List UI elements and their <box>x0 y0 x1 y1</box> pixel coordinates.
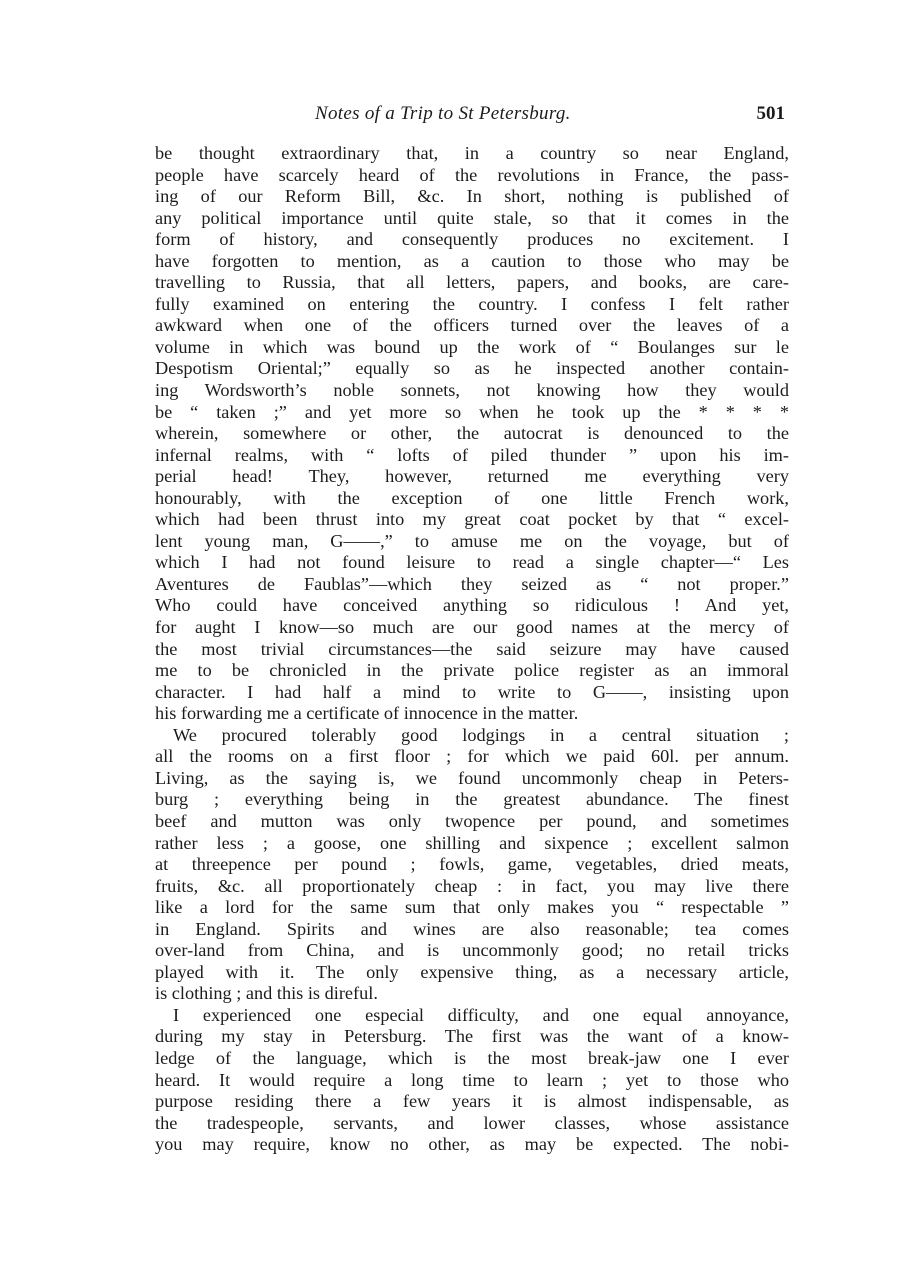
text-line: ledge of the language, which is the most break-jaw one I ever <box>155 1047 789 1068</box>
text-line: during my stay in Petersburg. The first was the want of a know- <box>155 1026 789 1047</box>
text-line: form of history, and consequently produces no excitement. I <box>155 229 789 250</box>
text-line: for aught I know—so much are our good names at the mercy of <box>155 617 789 638</box>
text-line: fully examined on entering the country. I confess I felt rather <box>155 293 789 314</box>
text-line: fruits, &c. all proportionately cheap : in fact, you may live there <box>155 875 789 896</box>
text-line: infernal realms, with “ lofts of piled thunder ” upon his im- <box>155 444 789 465</box>
text-line: Aventures de Faublas”—which they seized as “ not proper.” <box>155 573 789 594</box>
text-line: like a lord for the same sum that only makes you “ respectable ” <box>155 897 789 918</box>
text-line: burg ; everything being in the greatest abundance. The finest <box>155 789 789 810</box>
text-line: purpose residing there a few years it is almost indispensable, as <box>155 1091 789 1112</box>
text-line: character. I had half a mind to write to G——, insisting upon <box>155 681 789 702</box>
text-line: rather less ; a goose, one shilling and sixpence ; excellent salmon <box>155 832 789 853</box>
text-line: at threepence per pound ; fowls, game, vegetables, dried meats, <box>155 854 789 875</box>
text-line: be thought extraordinary that, in a country so near England, <box>155 143 789 163</box>
text-line: Despotism Oriental;” equally so as he inspected another contain- <box>155 358 789 379</box>
text-line: which I had not found leisure to read a single chapter—“ Les <box>155 552 789 573</box>
page-number: 501 <box>756 103 785 124</box>
running-head: Notes of a Trip to St Petersburg. <box>315 103 571 124</box>
text-line: perial head! They, however, returned me everything very <box>155 466 789 487</box>
text-line: which had been thrust into my great coat pocket by that “ excel- <box>155 509 789 530</box>
text-line: be “ taken ;” and yet more so when he took up the * * * * <box>155 401 789 422</box>
text-line: in England. Spirits and wines are also reasonable; tea comes <box>155 918 789 939</box>
text-line: travelling to Russia, that all letters, papers, and books, are care- <box>155 272 789 293</box>
text-line: ing Wordsworth’s noble sonnets, not knowing how they would <box>155 380 789 401</box>
text-line: Who could have conceived anything so ridiculous ! And yet, <box>155 595 789 616</box>
text-line: all the rooms on a first floor ; for which we paid 60l. per annum. <box>155 746 789 767</box>
text-line: wherein, somewhere or other, the autocrat is denounced to the <box>155 423 789 444</box>
text-line: me to be chronicled in the private police register as an immoral <box>155 660 789 681</box>
text-line: his forwarding me a certificate of innocence in the matter. <box>155 703 579 724</box>
text-line: people have scarcely heard of the revolutions in France, the pass- <box>155 164 789 185</box>
text-line: any political importance until quite stale, so that it comes in the <box>155 207 789 228</box>
text-line: volume in which was bound up the work of “ Boulanges sur le <box>155 336 789 357</box>
text-line: the tradespeople, servants, and lower classes, whose assistance <box>155 1112 789 1133</box>
text-line: I experienced one especial difficulty, and one equal annoyance, <box>173 1004 789 1025</box>
text-line: Living, as the saying is, we found uncommonly cheap in Peters- <box>155 767 789 788</box>
text-line: beef and mutton was only twopence per pound, and sometimes <box>155 810 789 831</box>
text-line: ing of our Reform Bill, &c. In short, nothing is published of <box>155 186 789 207</box>
text-line: honourably, with the exception of one little French work, <box>155 487 789 508</box>
text-line: We procured tolerably good lodgings in a central situation ; <box>173 724 789 745</box>
page-header <box>155 103 795 133</box>
body-text <box>155 143 789 1156</box>
text-line: played with it. The only expensive thing, as a necessary article, <box>155 961 789 982</box>
text-line: have forgotten to mention, as a caution to those who may be <box>155 250 789 271</box>
text-line: is clothing ; and this is direful. <box>155 983 378 1004</box>
text-line: over-land from China, and is uncommonly good; no retail tricks <box>155 940 789 961</box>
text-line: the most trivial circumstances—the said seizure may have caused <box>155 638 789 659</box>
text-line: heard. It would require a long time to learn ; yet to those who <box>155 1069 789 1090</box>
text-line: you may require, know no other, as may be expected. The nobi- <box>155 1134 789 1155</box>
text-line: awkward when one of the officers turned over the leaves of a <box>155 315 789 336</box>
text-line: lent young man, G——,” to amuse me on the voyage, but of <box>155 530 789 551</box>
